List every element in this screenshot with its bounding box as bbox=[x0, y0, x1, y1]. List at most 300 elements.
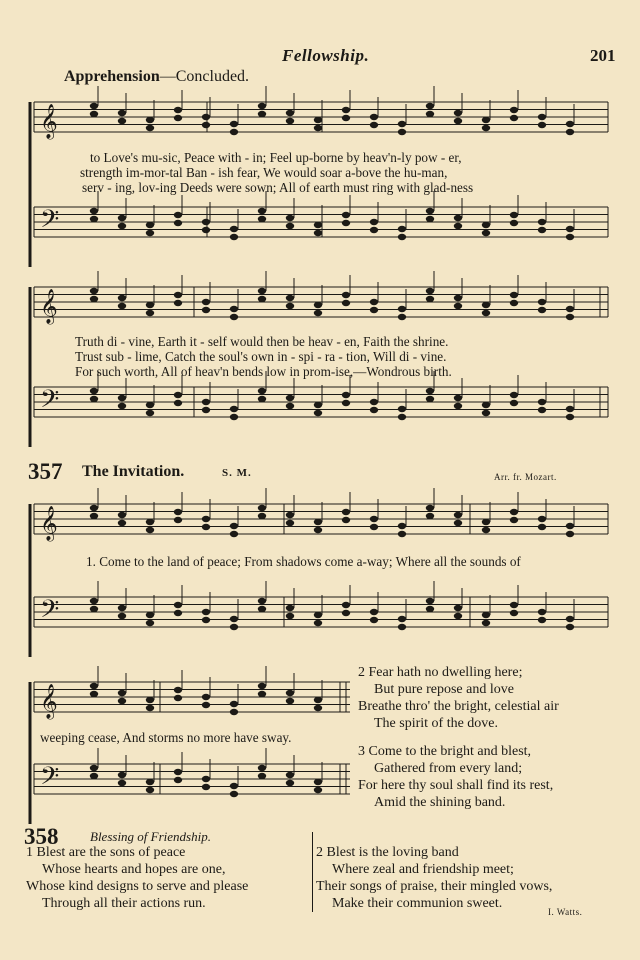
note-head bbox=[118, 605, 126, 611]
lyrics-line: to Love's mu-sic, Peace with - in; Feel up-borne by heav'n-ly pow - er, bbox=[90, 150, 462, 165]
note-head bbox=[286, 605, 294, 611]
stanza-3 bbox=[358, 743, 553, 811]
note-head bbox=[90, 396, 98, 402]
note-head bbox=[398, 624, 406, 630]
note-head bbox=[286, 698, 294, 704]
note-head bbox=[286, 512, 294, 518]
note-head bbox=[90, 288, 98, 294]
note-head bbox=[482, 310, 490, 316]
note-head bbox=[286, 403, 294, 409]
note-head bbox=[510, 107, 518, 113]
author-credit: I. Watts. bbox=[548, 907, 583, 917]
note-head bbox=[202, 122, 210, 128]
note-head bbox=[314, 125, 322, 131]
note-head bbox=[454, 613, 462, 619]
note-head bbox=[174, 400, 182, 406]
note-head bbox=[174, 300, 182, 306]
note-head bbox=[538, 299, 546, 305]
note-head bbox=[398, 406, 406, 412]
note-head bbox=[342, 602, 350, 608]
note-head bbox=[482, 222, 490, 228]
note-head bbox=[174, 769, 182, 775]
clef-icon: 𝄢 bbox=[40, 205, 60, 240]
note-head bbox=[286, 780, 294, 786]
note-head bbox=[258, 691, 266, 697]
note-head bbox=[538, 516, 546, 522]
note-head bbox=[90, 691, 98, 697]
hymn-358-stanza-1 bbox=[26, 844, 248, 912]
note-head bbox=[370, 609, 378, 615]
note-head bbox=[342, 392, 350, 398]
note-head bbox=[202, 516, 210, 522]
note-head bbox=[510, 115, 518, 121]
note-head bbox=[454, 303, 462, 309]
note-head bbox=[426, 208, 434, 214]
note-head bbox=[146, 402, 154, 408]
note-head bbox=[342, 300, 350, 306]
note-head bbox=[426, 513, 434, 519]
verse-line: Whose kind designs to serve and please bbox=[26, 879, 249, 894]
verse-line: Where zeal and friendship meet; bbox=[332, 862, 514, 877]
note-head bbox=[202, 407, 210, 413]
note-head bbox=[174, 212, 182, 218]
note-head bbox=[370, 524, 378, 530]
hymn-title-apprehension: Apprehension bbox=[64, 68, 160, 85]
column-divider bbox=[312, 832, 313, 912]
note-head bbox=[454, 223, 462, 229]
note-head bbox=[286, 110, 294, 116]
note-head bbox=[482, 612, 490, 618]
page-number: 201 bbox=[590, 46, 616, 65]
note-head bbox=[230, 234, 238, 240]
note-head bbox=[286, 223, 294, 229]
verse-line: 2 Fear hath no dwelling here; bbox=[358, 665, 523, 680]
note-head bbox=[230, 306, 238, 312]
note-head bbox=[454, 395, 462, 401]
note-head bbox=[370, 399, 378, 405]
note-head bbox=[482, 527, 490, 533]
note-head bbox=[90, 683, 98, 689]
note-head bbox=[230, 791, 238, 797]
note-head bbox=[482, 620, 490, 626]
note-head bbox=[314, 222, 322, 228]
hymn-title: The Invitation. bbox=[82, 463, 185, 480]
note-head bbox=[286, 613, 294, 619]
note-head bbox=[230, 406, 238, 412]
note-head bbox=[314, 410, 322, 416]
note-head bbox=[174, 392, 182, 398]
note-head bbox=[426, 505, 434, 511]
verse-line: The spirit of the dove. bbox=[374, 716, 499, 731]
note-head bbox=[286, 395, 294, 401]
note-head bbox=[454, 520, 462, 526]
hymn-number: 357 bbox=[28, 459, 63, 484]
note-head bbox=[454, 512, 462, 518]
clef-icon: 𝄢 bbox=[40, 385, 60, 420]
note-head bbox=[566, 226, 574, 232]
note-head bbox=[202, 219, 210, 225]
lyrics-line: serv - ing, lov-ing Deeds were sown; All of earth must ring with glad-ness bbox=[82, 180, 474, 195]
note-head bbox=[230, 783, 238, 789]
note-head bbox=[146, 125, 154, 131]
note-head bbox=[90, 216, 98, 222]
note-head bbox=[118, 395, 126, 401]
note-head bbox=[342, 610, 350, 616]
note-head bbox=[146, 620, 154, 626]
note-head bbox=[454, 295, 462, 301]
note-head bbox=[342, 400, 350, 406]
note-head bbox=[342, 292, 350, 298]
note-head bbox=[482, 410, 490, 416]
clef-icon: 𝄞 bbox=[40, 289, 58, 324]
note-head bbox=[482, 230, 490, 236]
note-head bbox=[118, 780, 126, 786]
note-head bbox=[118, 772, 126, 778]
note-head bbox=[398, 414, 406, 420]
note-head bbox=[146, 230, 154, 236]
note-head bbox=[342, 220, 350, 226]
note-head bbox=[286, 215, 294, 221]
note-head bbox=[118, 303, 126, 309]
lyrics-line: Truth di - vine, Earth it - self would then be heav - en, Faith the shrine. bbox=[75, 334, 449, 349]
note-head bbox=[566, 129, 574, 135]
note-head bbox=[454, 110, 462, 116]
lyrics-line: strength im-mor-tal Ban - ish fear, We would soar a-bove the hu-man, bbox=[80, 165, 448, 180]
note-head bbox=[230, 701, 238, 707]
note-head bbox=[118, 512, 126, 518]
note-head bbox=[398, 129, 406, 135]
note-head bbox=[566, 624, 574, 630]
note-head bbox=[426, 288, 434, 294]
note-head bbox=[566, 531, 574, 537]
note-head bbox=[118, 118, 126, 124]
verse-line: Whose hearts and hopes are one, bbox=[42, 862, 226, 877]
note-head bbox=[314, 779, 322, 785]
note-head bbox=[482, 117, 490, 123]
note-head bbox=[258, 513, 266, 519]
note-head bbox=[286, 772, 294, 778]
note-head bbox=[230, 129, 238, 135]
note-head bbox=[90, 296, 98, 302]
verse-line: For here thy soul shall find its rest, bbox=[358, 778, 554, 793]
running-title: Fellowship. bbox=[282, 46, 370, 65]
note-head bbox=[342, 107, 350, 113]
verse-line: Their songs of praise, their mingled vows, bbox=[316, 879, 553, 894]
verse-line: But pure repose and love bbox=[374, 682, 514, 697]
note-head bbox=[314, 697, 322, 703]
note-head bbox=[398, 523, 406, 529]
note-head bbox=[90, 111, 98, 117]
verse-line: Breathe thro' the bright, celestial air bbox=[358, 699, 559, 714]
note-head bbox=[174, 610, 182, 616]
clef-icon: 𝄢 bbox=[40, 595, 60, 630]
note-head bbox=[454, 118, 462, 124]
note-head bbox=[398, 616, 406, 622]
note-head bbox=[258, 103, 266, 109]
note-head bbox=[426, 296, 434, 302]
lyrics-line: 1. Come to the land of peace; From shadows come a-way; Where all the sounds of bbox=[86, 554, 521, 569]
note-head bbox=[202, 702, 210, 708]
note-head bbox=[370, 617, 378, 623]
note-head bbox=[398, 531, 406, 537]
clef-icon: 𝄞 bbox=[40, 104, 58, 139]
note-head bbox=[146, 302, 154, 308]
note-head bbox=[314, 310, 322, 316]
note-head bbox=[566, 306, 574, 312]
note-head bbox=[174, 687, 182, 693]
note-head bbox=[258, 396, 266, 402]
note-head bbox=[510, 392, 518, 398]
note-head bbox=[314, 230, 322, 236]
note-head bbox=[258, 288, 266, 294]
note-head bbox=[510, 610, 518, 616]
note-head bbox=[426, 103, 434, 109]
note-head bbox=[538, 407, 546, 413]
note-head bbox=[314, 705, 322, 711]
note-head bbox=[146, 612, 154, 618]
note-head bbox=[286, 295, 294, 301]
note-head bbox=[398, 226, 406, 232]
note-head bbox=[426, 606, 434, 612]
note-head bbox=[398, 121, 406, 127]
clef-icon: 𝄞 bbox=[40, 506, 58, 541]
note-head bbox=[482, 519, 490, 525]
lyrics-line: Trust sub - lime, Catch the soul's own in - spi - ra - tion, Will di - vine. bbox=[75, 349, 447, 364]
note-head bbox=[342, 509, 350, 515]
note-head bbox=[286, 690, 294, 696]
note-head bbox=[314, 519, 322, 525]
note-head bbox=[286, 118, 294, 124]
note-head bbox=[146, 310, 154, 316]
note-head bbox=[146, 779, 154, 785]
lyrics-line: For such worth, All of heav'n bends low in prom-ise,—Wondrous birth. bbox=[75, 364, 452, 379]
note-head bbox=[538, 219, 546, 225]
hymn-title: Blessing of Friendship. bbox=[90, 829, 211, 844]
composer-credit: Arr. fr. Mozart. bbox=[494, 472, 557, 482]
stanza-2 bbox=[358, 664, 559, 732]
note-head bbox=[482, 302, 490, 308]
note-head bbox=[258, 216, 266, 222]
note-head bbox=[370, 407, 378, 413]
note-head bbox=[538, 524, 546, 530]
note-head bbox=[258, 111, 266, 117]
verse-line: 2 Blest is the loving band bbox=[316, 845, 459, 860]
note-head bbox=[202, 299, 210, 305]
note-head bbox=[510, 400, 518, 406]
note-head bbox=[426, 216, 434, 222]
note-head bbox=[174, 695, 182, 701]
note-head bbox=[230, 121, 238, 127]
note-head bbox=[90, 765, 98, 771]
note-head bbox=[342, 517, 350, 523]
note-head bbox=[538, 399, 546, 405]
note-head bbox=[566, 234, 574, 240]
note-head bbox=[90, 103, 98, 109]
note-head bbox=[174, 517, 182, 523]
note-head bbox=[538, 609, 546, 615]
note-head bbox=[202, 784, 210, 790]
note-head bbox=[174, 115, 182, 121]
note-head bbox=[146, 527, 154, 533]
note-head bbox=[146, 697, 154, 703]
note-head bbox=[146, 705, 154, 711]
hymn-meter: S. M. bbox=[222, 467, 252, 479]
note-head bbox=[230, 226, 238, 232]
note-head bbox=[202, 609, 210, 615]
note-head bbox=[566, 616, 574, 622]
note-head bbox=[454, 403, 462, 409]
note-head bbox=[370, 516, 378, 522]
clef-icon: 𝄞 bbox=[40, 684, 58, 719]
note-head bbox=[90, 208, 98, 214]
note-head bbox=[230, 616, 238, 622]
note-head bbox=[230, 523, 238, 529]
note-head bbox=[538, 227, 546, 233]
note-head bbox=[426, 396, 434, 402]
note-head bbox=[174, 220, 182, 226]
note-head bbox=[174, 107, 182, 113]
note-head bbox=[230, 314, 238, 320]
note-head bbox=[118, 690, 126, 696]
note-head bbox=[342, 212, 350, 218]
verse-line: Amid the shining band. bbox=[374, 795, 506, 810]
note-head bbox=[90, 773, 98, 779]
note-head bbox=[566, 121, 574, 127]
note-head bbox=[510, 509, 518, 515]
note-head bbox=[370, 122, 378, 128]
note-head bbox=[230, 531, 238, 537]
note-head bbox=[286, 303, 294, 309]
note-head bbox=[118, 403, 126, 409]
note-head bbox=[370, 227, 378, 233]
note-head bbox=[90, 505, 98, 511]
verse-line: 3 Come to the bright and blest, bbox=[358, 744, 532, 759]
note-head bbox=[258, 598, 266, 604]
note-head bbox=[202, 617, 210, 623]
note-head bbox=[174, 292, 182, 298]
note-head bbox=[202, 694, 210, 700]
note-head bbox=[538, 307, 546, 313]
note-head bbox=[258, 773, 266, 779]
note-head bbox=[510, 517, 518, 523]
note-head bbox=[146, 117, 154, 123]
note-head bbox=[174, 602, 182, 608]
verse-line: Gathered from every land; bbox=[374, 761, 523, 776]
note-head bbox=[370, 307, 378, 313]
note-head bbox=[538, 617, 546, 623]
note-head bbox=[370, 114, 378, 120]
note-head bbox=[230, 709, 238, 715]
note-head bbox=[118, 295, 126, 301]
note-head bbox=[510, 220, 518, 226]
note-head bbox=[370, 219, 378, 225]
verse-line: Through all their actions run. bbox=[42, 896, 206, 911]
note-head bbox=[146, 787, 154, 793]
note-head bbox=[566, 314, 574, 320]
note-head bbox=[370, 299, 378, 305]
lyrics-line: weeping cease, And storms no more have sway. bbox=[40, 730, 292, 745]
note-head bbox=[174, 509, 182, 515]
note-head bbox=[202, 307, 210, 313]
note-head bbox=[230, 414, 238, 420]
note-head bbox=[230, 624, 238, 630]
note-head bbox=[258, 606, 266, 612]
note-head bbox=[146, 410, 154, 416]
note-head bbox=[510, 602, 518, 608]
hymn-358-stanza-2 bbox=[316, 844, 552, 912]
note-head bbox=[258, 296, 266, 302]
note-head bbox=[146, 519, 154, 525]
note-head bbox=[426, 388, 434, 394]
verse-line: 1 Blest are the sons of peace bbox=[26, 845, 186, 860]
note-head bbox=[286, 520, 294, 526]
note-head bbox=[202, 227, 210, 233]
note-head bbox=[342, 115, 350, 121]
note-head bbox=[538, 114, 546, 120]
note-head bbox=[510, 292, 518, 298]
note-head bbox=[426, 598, 434, 604]
note-head bbox=[314, 620, 322, 626]
verse-line: Make their communion sweet. bbox=[332, 896, 503, 911]
note-head bbox=[258, 765, 266, 771]
note-head bbox=[314, 527, 322, 533]
note-head bbox=[510, 300, 518, 306]
note-head bbox=[118, 215, 126, 221]
note-head bbox=[174, 777, 182, 783]
note-head bbox=[146, 222, 154, 228]
concluded-label: —Concluded. bbox=[159, 68, 250, 85]
note-head bbox=[258, 683, 266, 689]
note-head bbox=[510, 212, 518, 218]
note-head bbox=[454, 605, 462, 611]
note-head bbox=[398, 234, 406, 240]
hymn-number: 358 bbox=[24, 824, 59, 849]
note-head bbox=[202, 114, 210, 120]
note-head bbox=[118, 698, 126, 704]
note-head bbox=[90, 598, 98, 604]
note-head bbox=[258, 505, 266, 511]
note-head bbox=[118, 613, 126, 619]
note-head bbox=[426, 111, 434, 117]
note-head bbox=[90, 513, 98, 519]
note-head bbox=[566, 414, 574, 420]
note-head bbox=[482, 125, 490, 131]
note-head bbox=[202, 524, 210, 530]
note-head bbox=[90, 388, 98, 394]
note-head bbox=[398, 314, 406, 320]
note-head bbox=[482, 402, 490, 408]
note-head bbox=[118, 520, 126, 526]
note-head bbox=[202, 776, 210, 782]
note-head bbox=[566, 406, 574, 412]
note-head bbox=[258, 208, 266, 214]
note-head bbox=[454, 215, 462, 221]
note-head bbox=[118, 110, 126, 116]
note-head bbox=[314, 787, 322, 793]
note-head bbox=[314, 117, 322, 123]
note-head bbox=[566, 523, 574, 529]
note-head bbox=[202, 399, 210, 405]
note-head bbox=[314, 612, 322, 618]
clef-icon: 𝄢 bbox=[40, 762, 60, 797]
note-head bbox=[314, 402, 322, 408]
note-head bbox=[398, 306, 406, 312]
note-head bbox=[314, 302, 322, 308]
note-head bbox=[118, 223, 126, 229]
note-head bbox=[258, 388, 266, 394]
note-head bbox=[90, 606, 98, 612]
note-head bbox=[538, 122, 546, 128]
